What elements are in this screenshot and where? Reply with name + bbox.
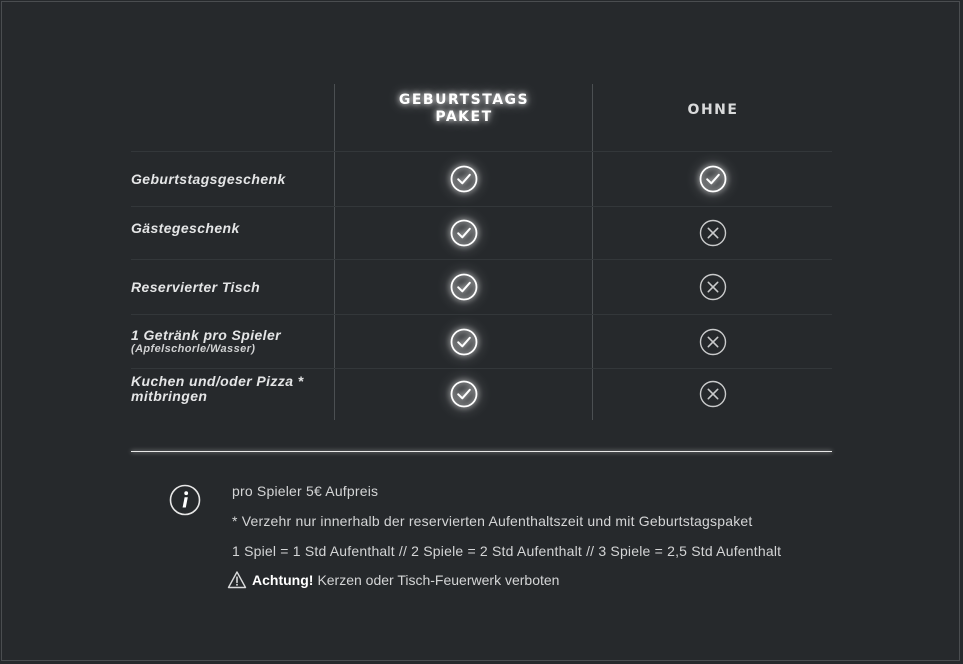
note-duration: 1 Spiel = 1 Std Aufenthalt // 2 Spiele = 2 Std Aufenthalt // 3 Spiele = 2,5 Std Aufenthalt bbox=[232, 543, 782, 559]
table-row bbox=[131, 152, 832, 206]
package-cell bbox=[335, 207, 593, 259]
column-header-without: OHNE bbox=[687, 102, 739, 118]
check-circle-icon bbox=[450, 380, 478, 408]
warning-note bbox=[227, 570, 559, 590]
check-circle-icon bbox=[699, 165, 727, 193]
section-divider bbox=[131, 451, 832, 452]
warning-label: Achtung! bbox=[252, 572, 314, 588]
without-cell bbox=[593, 260, 833, 314]
package-cell bbox=[335, 260, 593, 314]
row-sublabel: (Apfelschorle/Wasser) bbox=[131, 342, 256, 355]
check-circle-icon bbox=[450, 219, 478, 247]
cross-circle-icon bbox=[699, 328, 727, 356]
without-cell bbox=[593, 152, 833, 206]
comparison-panel bbox=[1, 1, 960, 661]
row-label: Kuchen und/oder Pizza * mitbringen bbox=[131, 373, 304, 404]
check-circle-icon bbox=[450, 328, 478, 356]
without-cell bbox=[593, 315, 833, 368]
without-cell bbox=[593, 207, 833, 259]
package-cell bbox=[335, 369, 593, 420]
row-label: Gästegeschenk bbox=[131, 220, 240, 236]
package-cell bbox=[335, 152, 593, 206]
package-header-line1: GEBURTSTAGS bbox=[398, 92, 530, 108]
table-row bbox=[131, 315, 832, 368]
row-label: Geburtstagsgeschenk bbox=[131, 170, 286, 187]
package-cell bbox=[335, 315, 593, 368]
table-row bbox=[131, 207, 832, 259]
row-label: 1 Getränk pro Spieler (Apfelschorle/Wasser) bbox=[131, 315, 331, 368]
cross-circle-icon bbox=[699, 219, 727, 247]
check-circle-icon bbox=[450, 273, 478, 301]
column-header-package bbox=[335, 84, 593, 151]
table-row bbox=[131, 260, 832, 314]
warning-triangle-icon bbox=[227, 570, 247, 590]
warning-text: Kerzen oder Tisch-Feuerwerk verboten bbox=[317, 572, 560, 588]
note-consumption: * Verzehr nur innerhalb der reservierten Aufenthaltszeit und mit Geburtstagspaket bbox=[232, 513, 753, 529]
cross-circle-icon bbox=[699, 273, 727, 301]
cross-circle-icon bbox=[699, 380, 727, 408]
without-cell bbox=[593, 369, 833, 420]
package-header-line2: PAKET bbox=[435, 109, 493, 125]
check-circle-icon bbox=[450, 165, 478, 193]
row-label: Reservierter Tisch bbox=[131, 278, 261, 295]
table-row bbox=[131, 369, 832, 420]
note-price: pro Spieler 5€ Aufpreis bbox=[232, 483, 379, 499]
info-icon bbox=[169, 484, 201, 516]
